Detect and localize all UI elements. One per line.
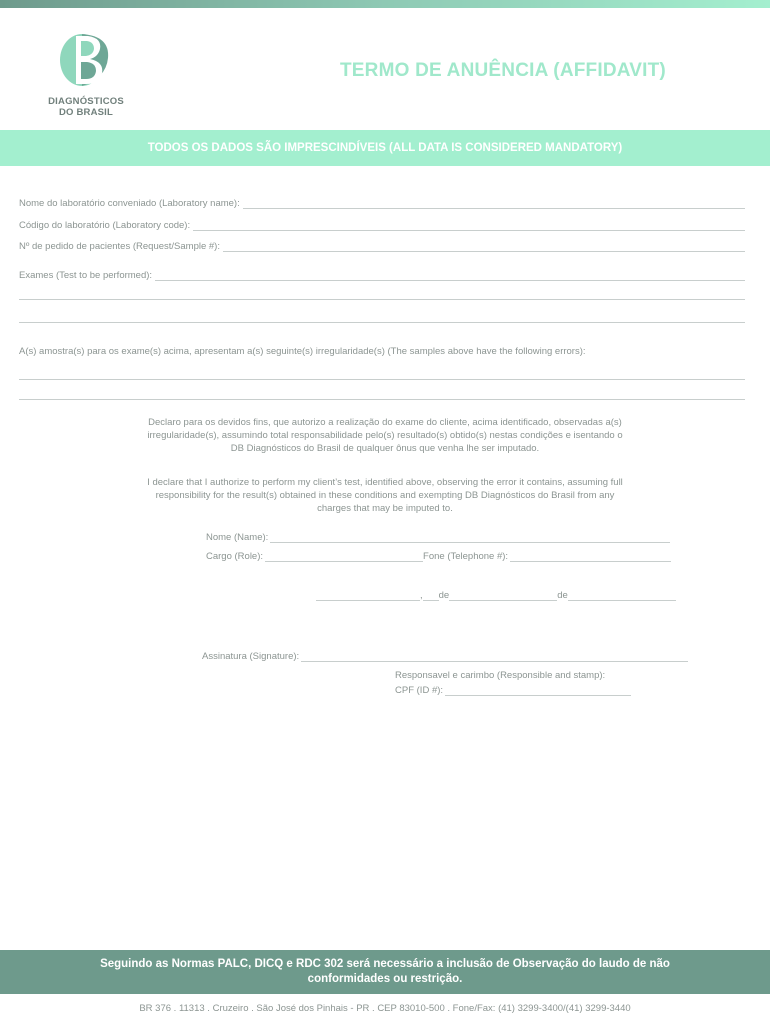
declaration-portuguese: Declaro para os devidos fins, que autorizo a realização do exame do cliente, acima identificado, observadas a(s) irregularidade(s), assumindo total responsabilidade pelo(s) resultado(s) obtido(s) nestas condições e isentando o DB Diagnósticos do Brasil de qualquer ônus que venha lhe ser imputado. [147, 417, 623, 454]
date-comma: , [420, 590, 423, 601]
signature-field[interactable] [202, 650, 688, 662]
phone-line[interactable] [510, 550, 671, 562]
name-field[interactable] [206, 531, 670, 543]
exams-field[interactable] [19, 269, 745, 281]
document-title: TERMO DE ANUÊNCIA (AFFIDAVIT) [340, 60, 666, 81]
date-day-line[interactable] [423, 589, 439, 601]
irregularities-line-2[interactable] [19, 399, 745, 400]
brand-wordmark [40, 96, 132, 118]
signature-line[interactable] [301, 650, 688, 662]
date-de-1: de [438, 590, 450, 601]
lab-code-label: Código do laboratório (Laboratory code): [19, 220, 191, 231]
role-label: Cargo (Role): [206, 551, 264, 562]
date-year-line[interactable] [568, 589, 676, 601]
footer-notice-text: Seguindo as Normas PALC, DICQ e RDC 302 será necessário a inclusão de Observação do laudo de não conformidades ou restrição. [100, 958, 670, 985]
footer-notice-banner [0, 950, 770, 994]
mandatory-notice-banner: TODOS OS DADOS SÃO IMPRESCINDÍVEIS (ALL DATA IS CONSIDERED MANDATORY) [0, 130, 770, 166]
cpf-label: CPF (ID #): [395, 685, 444, 696]
brand-line-2: DO BRASIL [58, 107, 114, 118]
footer-address: BR 376 . 11313 . Cruzeiro . São José dos Pinhais - PR . CEP 83010-500 . Fone/Fax: (41) 3299-3400/(41) 3299-3440 [139, 1003, 631, 1014]
lab-name-field[interactable] [19, 197, 745, 209]
cpf-line[interactable] [445, 684, 631, 696]
brand-line-1: DIAGNÓSTICOS [48, 96, 124, 107]
date-city-line[interactable] [316, 589, 420, 601]
irregularities-field [19, 346, 745, 357]
request-number-label: Nº de pedido de pacientes (Request/Sample #): [19, 241, 220, 252]
responsible-label: Responsavel e carimbo (Responsible and stamp): [395, 670, 606, 681]
exams-extra-line-2[interactable] [19, 322, 745, 323]
db-logo-icon [48, 22, 128, 94]
request-number-field[interactable] [19, 240, 745, 252]
cpf-field[interactable] [395, 684, 631, 696]
irregularities-label: A(s) amostra(s) para os exame(s) acima, apresentam a(s) seguinte(s) irregularidade(s) (The samples above have the following errors): [19, 346, 586, 357]
date-field[interactable] [316, 589, 676, 601]
role-phone-field[interactable] [206, 550, 671, 562]
exams-line[interactable] [155, 269, 745, 281]
role-line[interactable] [265, 550, 423, 562]
name-line[interactable] [270, 531, 670, 543]
date-de-2: de [557, 590, 568, 601]
request-number-line[interactable] [223, 240, 745, 252]
exams-extra-line-1[interactable] [19, 299, 745, 300]
lab-code-line[interactable] [193, 219, 745, 231]
declaration-english: I declare that I authorize to perform my client’s test, identified above, observing the error it contains, assuming full responsibility for the result(s) obtained in these conditions and exempting DB Diagnósticos do Brasil from any charges that may be imputed to. [147, 477, 623, 514]
lab-name-label: Nome do laboratório conveniado (Laboratory name): [19, 198, 240, 209]
lab-code-field[interactable] [19, 219, 745, 231]
phone-label: Fone (Telephone #): [423, 551, 509, 562]
irregularities-line-1[interactable] [19, 379, 745, 380]
responsible-stamp-label [395, 670, 607, 681]
name-label: Nome (Name): [206, 532, 269, 543]
exams-label: Exames (Test to be performed): [19, 270, 153, 281]
date-month-line[interactable] [449, 589, 557, 601]
brand-logo [40, 22, 140, 122]
signature-label: Assinatura (Signature): [202, 651, 300, 662]
lab-name-line[interactable] [243, 197, 745, 209]
top-accent-bar [0, 0, 770, 8]
